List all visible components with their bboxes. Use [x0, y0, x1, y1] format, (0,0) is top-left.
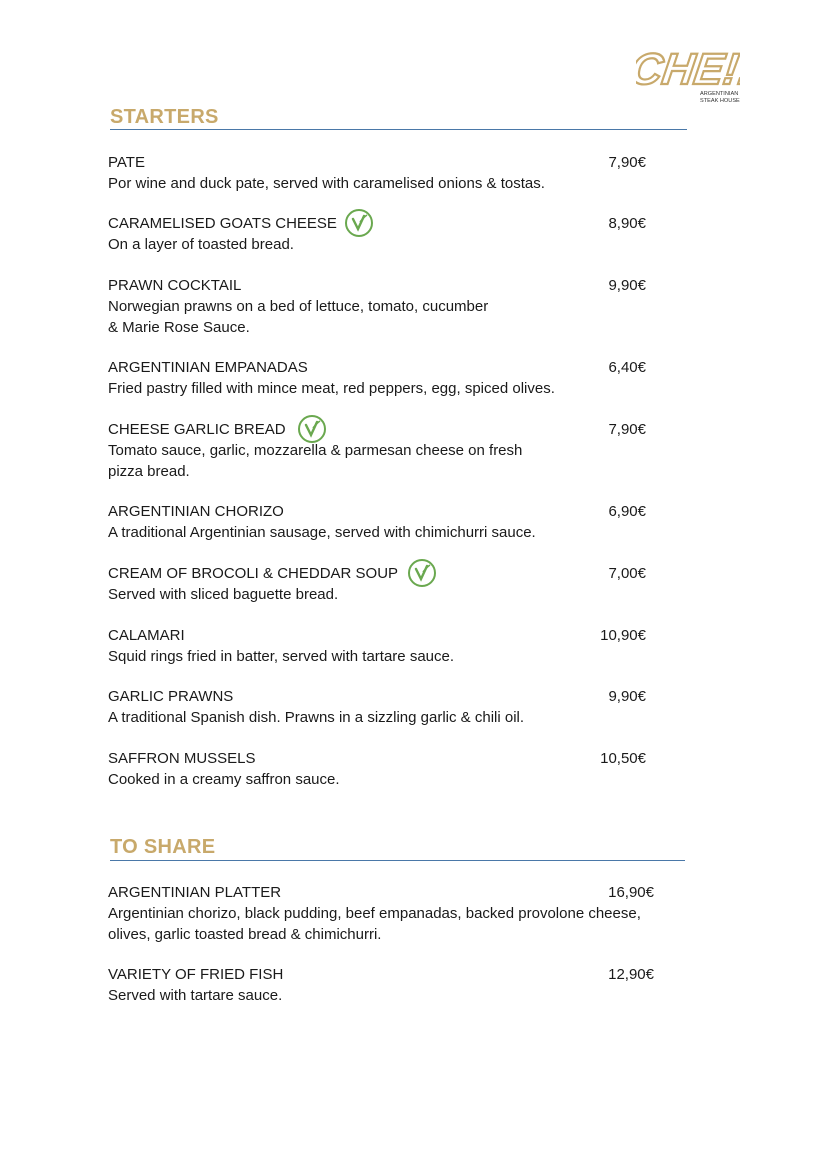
- item-name: CARAMELISED GOATS CHEESE: [108, 215, 337, 232]
- logo-wordmark: CHE!!!: [636, 45, 740, 94]
- item-description: Fried pastry filled with mince meat, red peppers, egg, spiced olives.: [108, 380, 555, 397]
- logo-line1: ARGENTINIAN: [700, 91, 739, 97]
- item-description: Norwegian prawns on a bed of lettuce, tomato, cucumber & Marie Rose Sauce.: [108, 298, 489, 336]
- item-price: 8,90€: [608, 215, 646, 232]
- item-price: 7,90€: [608, 421, 646, 438]
- item-description: A traditional Spanish dish. Prawns in a sizzling garlic & chili oil.: [108, 709, 525, 726]
- item-price: 10,50€: [600, 750, 646, 767]
- item-price: 6,90€: [608, 503, 646, 520]
- item-name: VARIETY OF FRIED FISH: [108, 966, 284, 983]
- item-price: 7,00€: [608, 565, 646, 582]
- item-price: 16,90€: [608, 884, 654, 901]
- item-price: 10,90€: [600, 627, 646, 644]
- item-description: Por wine and duck pate, served with caramelised onions & tostas.: [108, 175, 545, 192]
- item-name: CHEESE GARLIC BREAD: [108, 421, 286, 438]
- item-name: ARGENTINIAN EMPANADAS: [108, 359, 308, 376]
- item-name: SAFFRON MUSSELS: [108, 750, 256, 767]
- vegetarian-icon: [297, 414, 327, 444]
- item-name: GARLIC PRAWNS: [108, 688, 234, 705]
- restaurant-logo: [636, 18, 740, 108]
- item-description: Served with tartare sauce.: [108, 987, 283, 1004]
- section-divider: [110, 860, 685, 861]
- item-description: A traditional Argentinian sausage, served with chimichurri sauce.: [108, 524, 536, 541]
- item-description: Tomato sauce, garlic, mozzarella & parmesan cheese on fresh pizza bread.: [108, 442, 523, 480]
- item-name: PRAWN COCKTAIL: [108, 277, 242, 294]
- vegetarian-icon: [407, 558, 437, 588]
- section-title-to-share: TO SHARE: [110, 836, 216, 858]
- item-price: 9,90€: [608, 277, 646, 294]
- item-price: 7,90€: [608, 154, 646, 171]
- item-name: CREAM OF BROCOLI & CHEDDAR SOUP: [108, 565, 399, 582]
- item-description: On a layer of toasted bread.: [108, 236, 294, 253]
- section-title-starters: STARTERS: [110, 106, 219, 128]
- item-name: CALAMARI: [108, 627, 185, 644]
- item-description: Argentinian chorizo, black pudding, beef empanadas, backed provolone cheese, olives, garlic toasted bread & chimichurri.: [108, 905, 641, 943]
- item-name: ARGENTINIAN CHORIZO: [108, 503, 284, 520]
- logo-line2: STEAK HOUSE: [700, 98, 740, 104]
- section-divider: [110, 129, 687, 130]
- che-logo-mark: [636, 18, 740, 108]
- item-description: Cooked in a creamy saffron sauce.: [108, 771, 340, 788]
- item-price: 6,40€: [608, 359, 646, 376]
- item-description: Squid rings fried in batter, served with tartare sauce.: [108, 648, 455, 665]
- vegetarian-icon: [344, 208, 374, 238]
- item-description: Served with sliced baguette bread.: [108, 586, 339, 603]
- item-price: 9,90€: [608, 688, 646, 705]
- item-price: 12,90€: [608, 966, 654, 983]
- item-name: ARGENTINIAN PLATTER: [108, 884, 282, 901]
- item-name: PATE: [108, 154, 145, 171]
